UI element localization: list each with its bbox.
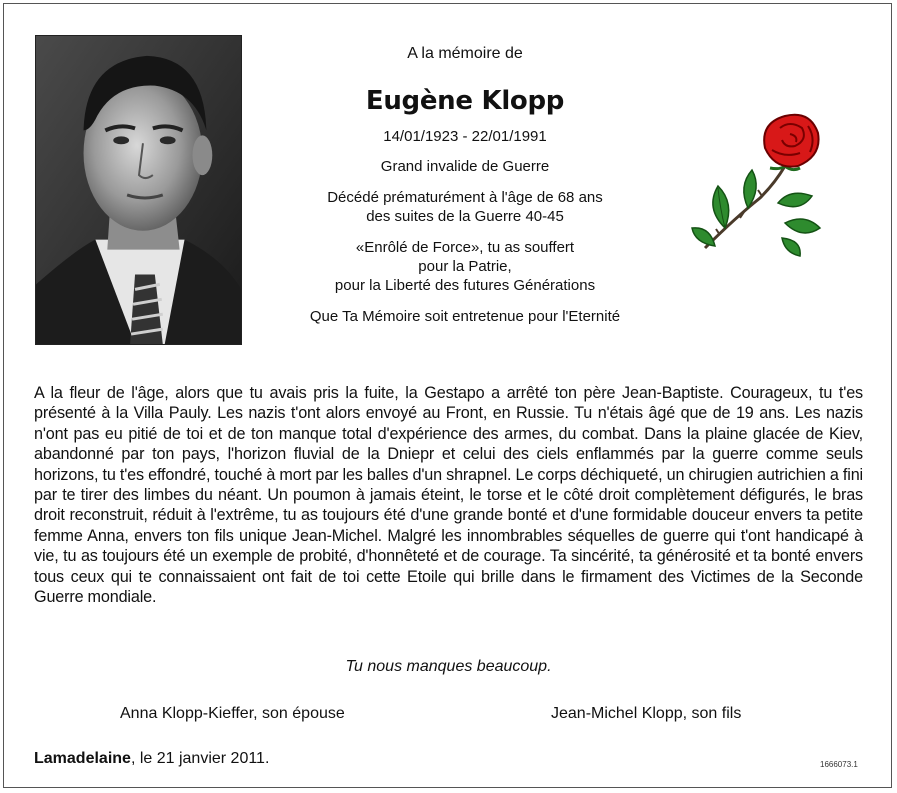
reference-number: 1666073.1	[820, 760, 858, 769]
life-dates: 14/01/1923 - 22/01/1991	[383, 128, 547, 145]
place-date	[34, 750, 269, 768]
tribute-line: «Enrôlé de Force», tu as souffert	[355, 239, 575, 256]
death-line: des suites de la Guerre 40-45	[366, 208, 564, 225]
death-details	[260, 188, 670, 226]
closing-line: Tu nous manques beaucoup.	[345, 658, 552, 675]
memorial-header	[260, 40, 670, 326]
deceased-name: Eugène Klopp	[365, 86, 565, 116]
publication-date: , le 21 janvier 2011.	[130, 750, 270, 767]
rose-icon	[690, 108, 830, 263]
memory-text: Que Ta Mémoire soit entretenue pour l'Eternité	[309, 308, 621, 325]
memory-line	[260, 307, 670, 326]
signature-spouse: Anna Klopp-Kieffer, son épouse	[120, 705, 345, 722]
death-line: Décédé prématurément à l'âge de 68 ans	[327, 189, 603, 206]
intro-text: A la mémoire de	[407, 45, 523, 62]
signature-son: Jean-Michel Klopp, son fils	[551, 705, 742, 722]
portrait-photo	[35, 35, 242, 345]
place-name: Lamadelaine	[34, 750, 131, 767]
tribute-line: pour la Patrie,	[418, 258, 512, 275]
honorific-title: Grand invalide de Guerre	[380, 158, 550, 175]
tribute	[260, 238, 670, 295]
tribute-line: pour la Liberté des futures Générations	[334, 277, 596, 294]
obituary-body: A la fleur de l'âge, alors que tu avais pris la fuite, la Gestapo a arrêté ton père Jean-Baptiste. Courageux, tu t'es présenté à la Villa Pauly. Les nazis t'ont alors envoyé au Front, en Russie. Tu n'étais âgé que de 19 ans. Les nazis n'ont pas eu pitié de toi et de ton manque total d'expérience des armes, du combat. Dans la plaine glacée de Kiev, abandonné par ton pays, l'horizon fluvial de la Dniepr et celui des ciels enflammés par la guerre comme seuls horizons, tu t'es effondré, touché à mort par les balles d'un shrapnel. Le corps déchiqueté, un chirugien autrichien a fini par te tirer des limbes du néant. Un poumon à jamais éteint, le torse et le côté droit complètement défigurés, le bras droit reconstruit, réduit à l'extrême, tu as toujours été d'une grande bonté et d'une formidable douceur envers ta petite femme Anna, envers ton fils unique Jean-Michel. Malgré les innombrables séquelles de guerre qui t'ont handicapé à vie, tu as toujours été un exemple de probité, d'honnêteté et de courage. Ta sincérité, ta générosité et ta bonté envers tous ceux qui te connaissaient ont fait de toi cette Etoile qui brille dans le firmament des Victimes de la Seconde Guerre mondiale.	[34, 384, 863, 607]
